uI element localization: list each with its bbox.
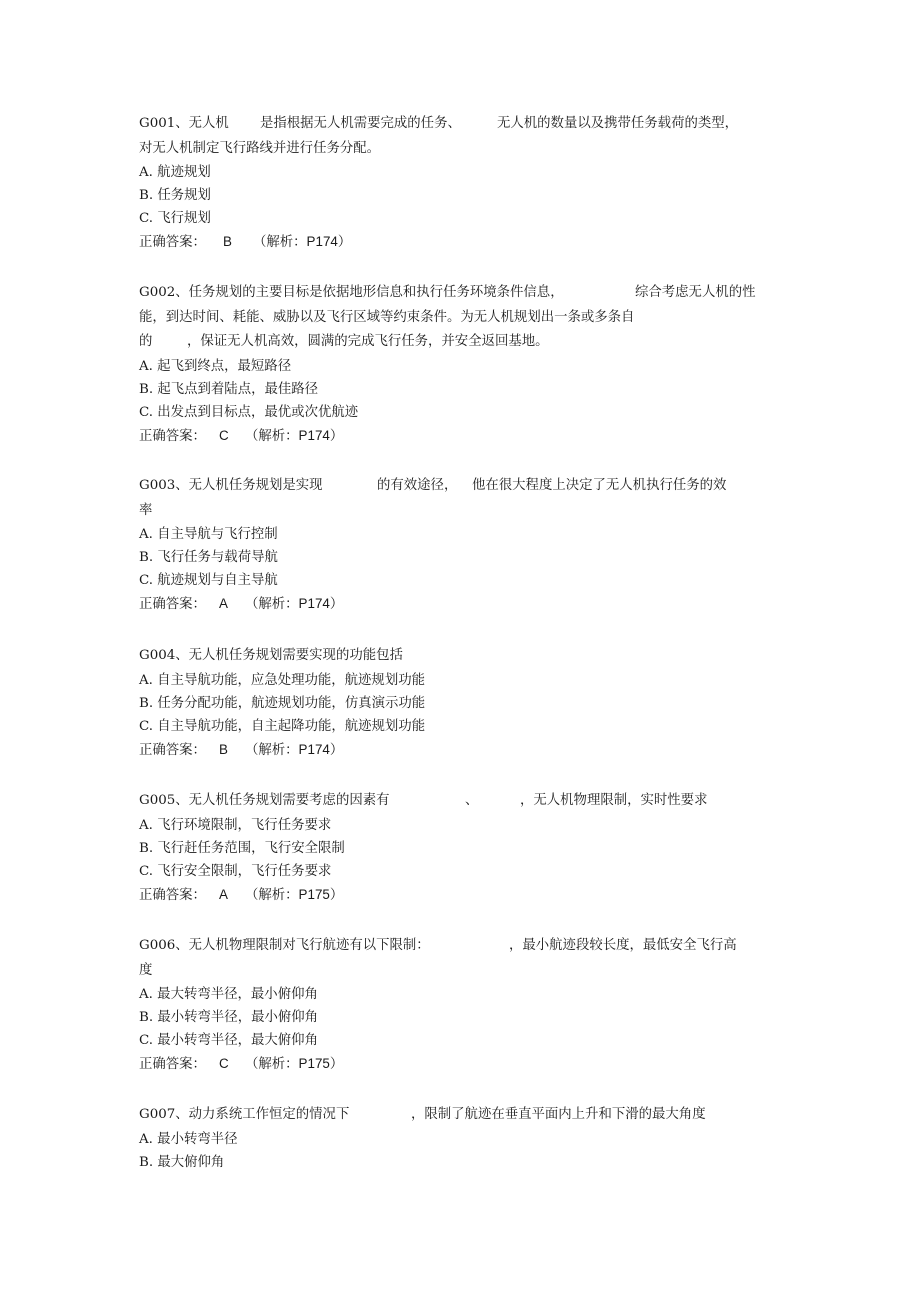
option-b: B. 最小转弯半径，最小俯仰角	[139, 1010, 319, 1025]
option-b: B. 最大俯仰角	[139, 1154, 225, 1170]
stem-line	[139, 474, 779, 499]
question-g004	[139, 644, 779, 761]
answer-analysis: （解析：P175）	[245, 1056, 344, 1071]
question-g006	[139, 934, 779, 1075]
option-a: A. 最大转弯半径，最小俯仰角	[139, 987, 318, 1002]
answer-analysis: （解析：P174）	[245, 741, 344, 757]
stem-text: 、	[465, 793, 479, 808]
stem-text: 率	[139, 502, 153, 518]
answer-line	[139, 230, 779, 253]
question-g007	[139, 1103, 779, 1174]
question-stem	[139, 644, 779, 669]
stem-text: G001、无人机	[139, 116, 229, 131]
option-c: C. 飞行安全限制，飞行任务要求	[139, 863, 332, 879]
option-b: B. 起飞点到着陆点，最佳路径	[139, 381, 319, 397]
stem-text: ，最小航迹段较长度，最低安全飞行高	[509, 938, 737, 953]
stem-text: G007、动力系统工作恒定的情况下	[139, 1107, 350, 1122]
stem-text: 的有效途径，	[377, 478, 458, 493]
question-stem	[139, 474, 779, 523]
answer-value: A	[219, 886, 228, 902]
stem-text: G005、无人机任务规划需要考虑的因素有	[139, 793, 390, 808]
question-g001	[139, 112, 779, 253]
stem-text: G003、无人机任务规划是实现	[139, 478, 323, 493]
question-stem	[139, 934, 779, 983]
answer-analysis: （解析：P174）	[245, 596, 344, 611]
stem-text: G006、无人机物理限制对飞行航迹有以下限制：	[139, 938, 430, 953]
stem-text: 他在很大程度上决定了无人机执行任务的效	[472, 478, 727, 493]
answer-label: 正确答案：	[139, 427, 206, 443]
question-stem	[139, 789, 779, 814]
option-c: C. 航迹规划与自主导航	[139, 573, 278, 588]
answer-line	[139, 424, 779, 447]
stem-line	[139, 959, 779, 984]
stem-line	[139, 112, 779, 137]
stem-line	[139, 934, 779, 959]
option-c: C. 出发点到目标点，最优或次优航迹	[139, 404, 359, 420]
stem-text: 综合考虑无人机的性	[635, 285, 756, 300]
stem-line	[139, 137, 779, 162]
answer-analysis: （解析：P175）	[245, 886, 344, 902]
question-g002	[139, 281, 779, 447]
option-b: B. 任务分配功能，航迹规划功能，仿真演示功能	[139, 695, 426, 711]
stem-text: ，保证无人机高效，圆满的完成飞行任务，并安全返回基地。	[187, 334, 549, 349]
answer-label: 正确答案：	[139, 1056, 206, 1071]
question-g005	[139, 789, 779, 906]
answer-label: 正确答案：	[139, 886, 206, 902]
answer-label: 正确答案：	[139, 596, 206, 611]
answer-line	[139, 883, 779, 906]
stem-text: G004、无人机任务规划需要实现的功能包括	[139, 648, 403, 663]
stem-text: 的	[139, 334, 153, 349]
answer-label: 正确答案：	[139, 234, 206, 249]
answer-value: A	[219, 596, 228, 611]
option-c: C. 自主导航功能，自主起降功能，航迹规划功能	[139, 718, 426, 734]
question-stem	[139, 1103, 779, 1128]
stem-text: 对无人机制定飞行路线并进行任务分配。	[139, 140, 381, 156]
answer-value: B	[219, 741, 228, 757]
stem-line	[139, 499, 779, 524]
stem-line	[139, 644, 779, 669]
stem-text: 能，到达时间、耗能、威胁以及飞行区域等约束条件。为无人机规划出一条或多条自	[139, 309, 635, 325]
answer-line	[139, 592, 779, 615]
answer-value: C	[219, 427, 229, 443]
question-stem	[139, 112, 779, 161]
stem-line	[139, 789, 779, 814]
stem-text: 无人机的数量以及携带任务载荷的类型，	[497, 116, 739, 131]
answer-label: 正确答案：	[139, 741, 206, 757]
stem-text: G002、任务规划的主要目标是依据地形信息和执行任务环境条件信息，	[139, 285, 564, 300]
stem-text: ，无人机物理限制，实时性要求	[520, 793, 708, 808]
answer-analysis: （解析：P174）	[253, 234, 352, 249]
option-b: B. 任务规划	[139, 188, 211, 203]
option-a: A. 起飞到终点，最短路径	[139, 358, 292, 374]
option-c: C. 最小转弯半径，最大俯仰角	[139, 1033, 318, 1048]
stem-line	[139, 1103, 779, 1128]
question-stem	[139, 281, 779, 355]
answer-value: B	[223, 234, 232, 249]
option-a: A. 航迹规划	[139, 165, 211, 180]
stem-text: 是指根据无人机需要完成的任务、	[260, 116, 461, 131]
stem-line	[139, 330, 779, 355]
option-c: C. 飞行规划	[139, 211, 211, 226]
stem-line	[139, 281, 779, 306]
option-a: A. 自主导航与飞行控制	[139, 527, 278, 542]
stem-text: 度	[139, 962, 153, 978]
stem-line	[139, 306, 779, 331]
option-a: A. 最小转弯半径	[139, 1131, 238, 1147]
answer-line	[139, 738, 779, 761]
option-a: A. 自主导航功能，应急处理功能，航迹规划功能	[139, 672, 425, 688]
option-b: B. 飞行赶任务范围，飞行安全限制	[139, 840, 345, 856]
answer-line	[139, 1052, 779, 1075]
option-a: A. 飞行环境限制，飞行任务要求	[139, 817, 332, 833]
question-g003	[139, 474, 779, 615]
answer-value: C	[219, 1056, 229, 1071]
answer-analysis: （解析：P174）	[245, 427, 344, 443]
option-b: B. 飞行任务与载荷导航	[139, 550, 278, 565]
stem-text: ，限制了航迹在垂直平面内上升和下滑的最大角度	[411, 1107, 706, 1122]
